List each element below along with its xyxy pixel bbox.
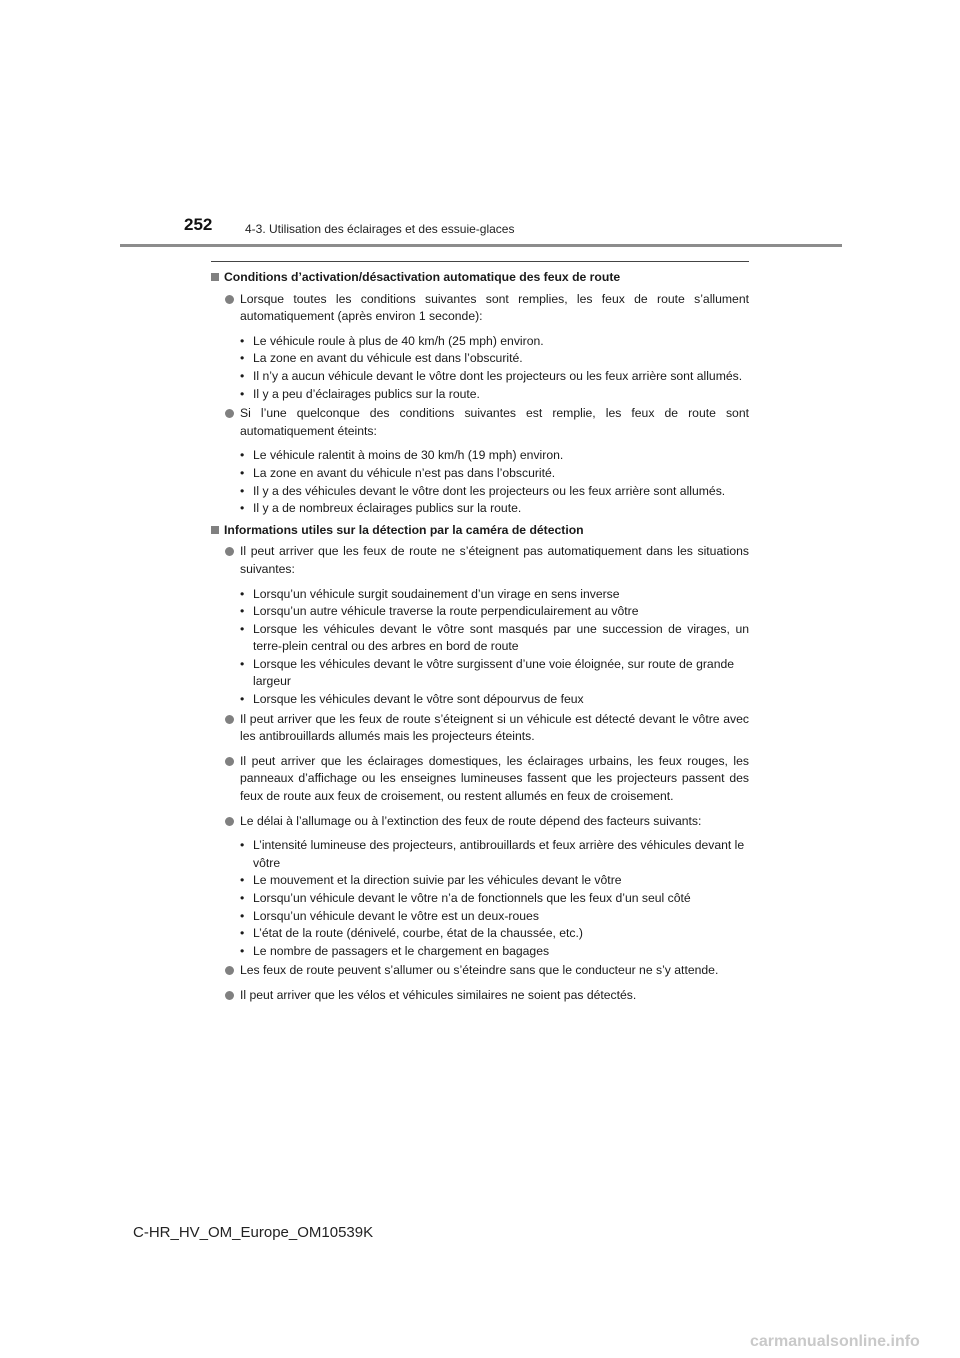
bullet-dot: • bbox=[240, 586, 245, 601]
bullet-dot: • bbox=[240, 891, 245, 905]
bullet-dot: • bbox=[240, 692, 245, 707]
bullet-dot: • bbox=[240, 656, 245, 671]
list-item-text: Lorsqu’un véhicule devant le vôtre est un deux-roues bbox=[253, 908, 539, 923]
bullet-dot: • bbox=[240, 448, 245, 463]
circle-bullet-icon bbox=[225, 715, 234, 724]
circle-point bbox=[225, 813, 749, 831]
bullet-dot: • bbox=[240, 873, 245, 888]
list-item-text: L’état de la route (dénivelé, courbe, état de la chaussée, etc.) bbox=[253, 926, 583, 941]
circle-bullet-icon bbox=[225, 966, 234, 975]
list-item bbox=[240, 386, 749, 404]
bullet-dot: • bbox=[240, 943, 245, 958]
list-item bbox=[240, 621, 749, 656]
list-item bbox=[240, 500, 749, 518]
bullet-dot: • bbox=[240, 501, 245, 516]
bullet-dot: • bbox=[240, 368, 245, 383]
circle-bullet-icon bbox=[225, 547, 234, 556]
list-item-text: Le véhicule ralentit à moins de 30 km/h (19 mph) environ. bbox=[253, 448, 564, 463]
list-item bbox=[240, 586, 749, 604]
list-item bbox=[240, 925, 749, 943]
list-item bbox=[240, 691, 749, 709]
list-item-text: Lorsque les véhicules devant le vôtre sont dépourvus de feux bbox=[253, 692, 584, 707]
bullet-dot: • bbox=[240, 483, 245, 498]
list-item-text: Il y a peu d’éclairages publics sur la route. bbox=[253, 386, 480, 401]
bullet-dot: • bbox=[240, 465, 245, 480]
list-item-text: L’intensité lumineuse des projecteurs, antibrouillards et feux arrière des véhicules devant le vôtre bbox=[253, 838, 745, 870]
list-item-text: La zone en avant du véhicule n’est pas dans l’obscurité. bbox=[253, 465, 556, 480]
circle-bullet-icon bbox=[225, 295, 234, 304]
bullet-dot: • bbox=[240, 386, 245, 401]
list-item-text: La zone en avant du véhicule est dans l’obscurité. bbox=[253, 351, 523, 366]
bullet-dot: • bbox=[240, 838, 245, 853]
section-title: 4-3. Utilisation des éclairages et des essuie-glaces bbox=[245, 222, 515, 236]
circle-bullet-icon bbox=[225, 991, 234, 1000]
heading-text: Conditions d’activation/désactivation automatique des feux de route bbox=[224, 270, 621, 284]
list-item-text: Il y a de nombreux éclairages publics sur la route. bbox=[253, 501, 522, 516]
bullet-list bbox=[240, 837, 749, 960]
point-text: Il peut arriver que les feux de route s’éteignent si un véhicule est détecté devant le vôtre avec les antibrouillards allumés mais les projecteurs éteints. bbox=[240, 711, 749, 744]
square-bullet-icon bbox=[211, 273, 219, 281]
circle-bullet-icon bbox=[225, 817, 234, 826]
list-item-text: Lorsqu’un véhicule devant le vôtre n’a de fonctionnels que les feux d’un seul côté bbox=[253, 891, 691, 905]
point-text: Il peut arriver que les vélos et véhicules similaires ne soient pas détectés. bbox=[240, 987, 637, 1002]
page-content bbox=[211, 268, 749, 1005]
list-item-text: Lorsque les véhicules devant le vôtre sont masqués par une succession de virages, un terre-plein central ou des arbres en bord de route bbox=[253, 621, 749, 654]
point-text: Lorsque toutes les conditions suivantes sont remplies, les feux de route s’allument automatiquement (après environ 1 seconde): bbox=[240, 291, 749, 324]
document-code: C-HR_HV_OM_Europe_OM10539K bbox=[133, 1224, 374, 1241]
list-item bbox=[240, 943, 749, 961]
circle-point bbox=[225, 291, 749, 326]
point-text: Il peut arriver que les feux de route ne s’éteignent pas automatiquement dans les situations suivantes: bbox=[240, 544, 749, 576]
point-text: Si l’une quelconque des conditions suivantes est remplie, les feux de route sont automatiquement éteints: bbox=[240, 406, 749, 438]
list-item bbox=[240, 368, 749, 386]
list-item-text: Le véhicule roule à plus de 40 km/h (25 mph) environ. bbox=[253, 333, 544, 348]
list-item bbox=[240, 447, 749, 465]
bullet-dot: • bbox=[240, 926, 245, 941]
list-item bbox=[240, 333, 749, 351]
list-item-text: Le nombre de passagers et le chargement en bagages bbox=[253, 943, 550, 958]
bullet-dot: • bbox=[240, 351, 245, 366]
list-item-text: Lorsqu’un véhicule surgit soudainement d’un virage en sens inverse bbox=[253, 586, 620, 601]
heading-text: Informations utiles sur la détection par la caméra de détection bbox=[224, 522, 584, 537]
list-item bbox=[240, 872, 749, 890]
list-item-text: Lorsqu’un autre véhicule traverse la route perpendiculairement au vôtre bbox=[253, 604, 639, 619]
point-text: Il peut arriver que les éclairages domestiques, les éclairages urbains, les feux rouges, les panneaux d’affichage ou les enseignes lumineuses fassent que les projecteurs passent des feux de route aux feux de croisement, ou restent allumés en feux de croisement. bbox=[240, 753, 749, 804]
bullet-list bbox=[240, 333, 749, 403]
watermark: carmanualsonline.info bbox=[750, 1333, 920, 1350]
circle-point bbox=[225, 405, 749, 440]
circle-point bbox=[225, 962, 749, 980]
list-item-text: Il n’y a aucun véhicule devant le vôtre dont les projecteurs ou les feux arrière sont allumés. bbox=[253, 368, 743, 383]
header-divider bbox=[120, 244, 842, 247]
list-item-text: Il y a des véhicules devant le vôtre dont les projecteurs ou les feux arrière sont allumés. bbox=[253, 483, 726, 498]
bullet-dot: • bbox=[240, 333, 245, 348]
circle-bullet-icon bbox=[225, 409, 234, 418]
list-item bbox=[240, 350, 749, 368]
circle-point bbox=[225, 711, 749, 746]
list-item bbox=[240, 908, 749, 926]
bullet-list bbox=[240, 447, 749, 517]
circle-bullet-icon bbox=[225, 757, 234, 766]
list-item bbox=[240, 465, 749, 483]
list-item bbox=[240, 603, 749, 621]
circle-point bbox=[225, 543, 749, 578]
list-item-text: Le mouvement et la direction suivie par les véhicules devant le vôtre bbox=[253, 873, 622, 888]
list-item bbox=[240, 890, 749, 908]
circle-point bbox=[225, 987, 749, 1005]
list-item-text: Lorsque les véhicules devant le vôtre surgissent d’une voie éloignée, sur route de grande largeur bbox=[253, 656, 735, 689]
content-divider bbox=[211, 261, 749, 262]
bullet-dot: • bbox=[240, 621, 245, 636]
square-bullet-icon bbox=[211, 526, 219, 534]
circle-point bbox=[225, 753, 749, 806]
point-text: Les feux de route peuvent s’allumer ou s’éteindre sans que le conducteur ne s’y attende. bbox=[240, 963, 719, 978]
page-number: 252 bbox=[184, 215, 213, 234]
bullet-list bbox=[240, 586, 749, 709]
section-heading bbox=[211, 522, 749, 540]
bullet-dot: • bbox=[240, 908, 245, 923]
list-item bbox=[240, 656, 749, 691]
section-heading bbox=[211, 269, 749, 287]
bullet-dot: • bbox=[240, 604, 245, 619]
list-item bbox=[240, 837, 749, 872]
list-item bbox=[240, 483, 749, 501]
point-text: Le délai à l’allumage ou à l’extinction des feux de route dépend des facteurs suivants: bbox=[240, 813, 702, 828]
